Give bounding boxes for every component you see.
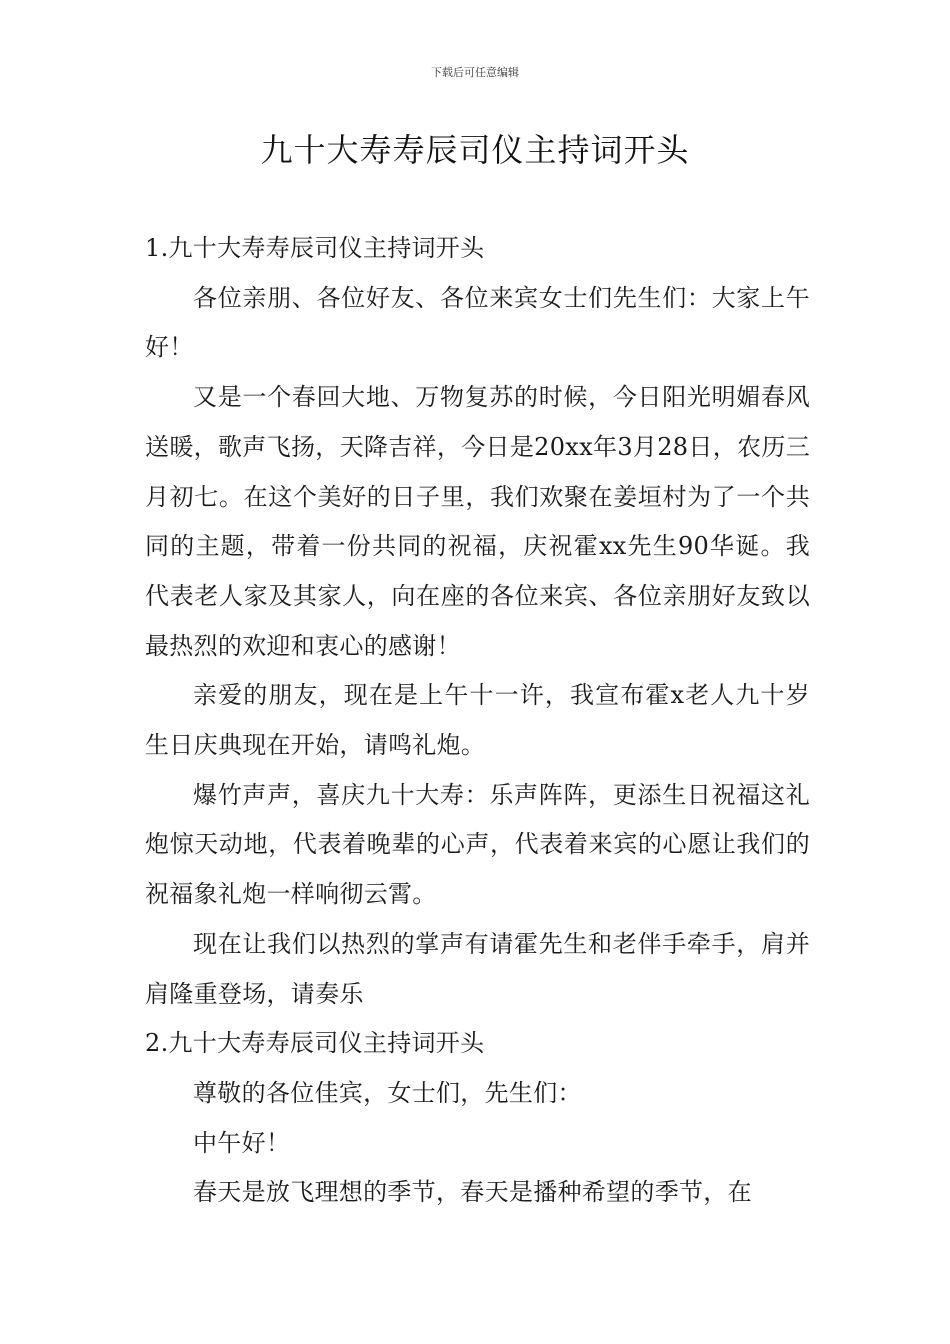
header-note: 下载后可任意编辑 xyxy=(431,66,519,79)
document-body xyxy=(145,224,810,1218)
paragraph: 又是一个春回大地、万物复苏的时候，今日阳光明媚春风送暖，歌声飞扬，天降吉祥，今日是20xx年3月28日，农历三月初七。在这个美好的日子里，我们欢聚在姜垣村为了一个共同的主题，带着一份共同的祝福，庆祝霍xx先生90华诞。我代表老人家及其家人，向在座的各位来宾、各位亲朋好友致以最热烈的欢迎和衷心的感谢！ xyxy=(145,383,810,660)
paragraph: 春天是放飞理想的季节，春天是播种希望的季节，在 xyxy=(193,1178,752,1207)
paragraph: 各位亲朋、各位好友、各位来宾女士们先生们：大家上午好！ xyxy=(145,283,810,362)
section-heading: 1.九十大寿寿辰司仪主持词开头 xyxy=(145,234,485,262)
paragraph: 中午好！ xyxy=(193,1128,291,1157)
paragraph: 尊敬的各位佳宾，女士们，先生们： xyxy=(193,1078,582,1107)
paragraph: 现在让我们以热烈的掌声有请霍先生和老伴手牵手，肩并肩隆重登场，请奏乐 xyxy=(145,929,810,1008)
section-heading: 2.九十大寿寿辰司仪主持词开头 xyxy=(145,1029,485,1058)
document-title: 九十大寿寿辰司仪主持词开头 xyxy=(260,131,690,169)
paragraph: 爆竹声声，喜庆九十大寿：乐声阵阵，更添生日祝福这礼炮惊天动地，代表着晚辈的心声，代表着来宾的心愿让我们的祝福象礼炮一样响彻云霄。 xyxy=(145,780,810,909)
paragraph: 亲爱的朋友，现在是上午十一许，我宣布霍x老人九十岁生日庆典现在开始，请鸣礼炮。 xyxy=(145,681,810,760)
